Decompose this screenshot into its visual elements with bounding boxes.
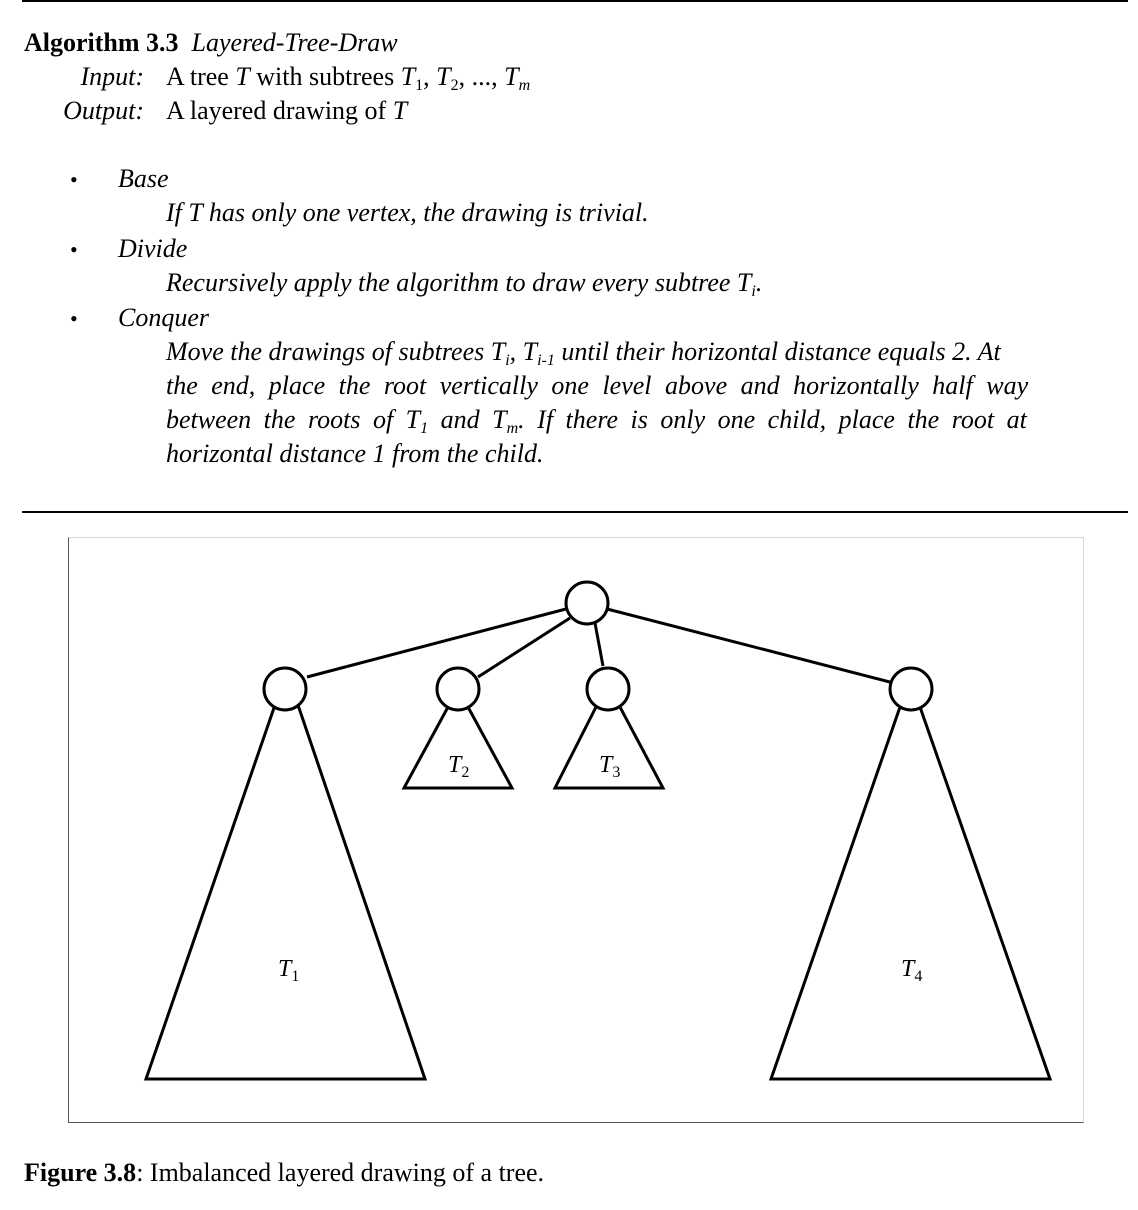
conquer-l1-sub2: i-1 bbox=[537, 352, 555, 369]
conquer-line-2: the end, place the root vertically one level above and horizontally half way bbox=[166, 371, 1029, 400]
label-t4 bbox=[901, 956, 922, 983]
node-t3-root bbox=[587, 668, 629, 710]
divide-sub: i bbox=[751, 283, 756, 300]
conquer-l3-sub2: m bbox=[506, 420, 519, 437]
bullet-divide: • bbox=[70, 237, 78, 262]
input-t1-sub: 1 bbox=[415, 77, 424, 94]
input-tm: T bbox=[504, 62, 519, 91]
step-heading-conquer: Conquer bbox=[118, 303, 209, 332]
label-t3 bbox=[599, 752, 620, 779]
input-t2: T bbox=[436, 62, 451, 91]
conquer-l3-b: and T bbox=[428, 405, 507, 434]
output-tree-symbol: T bbox=[392, 96, 408, 125]
edge-root-t4 bbox=[607, 609, 890, 682]
input-comma: , bbox=[423, 62, 437, 91]
input-t1: T bbox=[400, 62, 416, 91]
node-t4-root bbox=[890, 668, 932, 710]
label-t3-name: T bbox=[599, 752, 613, 778]
conquer-l1-sub1: i bbox=[505, 352, 510, 369]
caption-label: Figure 3.8 bbox=[24, 1158, 137, 1187]
label-t3-sub: 3 bbox=[612, 764, 621, 781]
edge-root-t3 bbox=[595, 623, 603, 666]
conquer-l3-sub1: 1 bbox=[420, 420, 429, 437]
node-t2-root bbox=[437, 668, 479, 710]
label-t2-name: T bbox=[448, 752, 462, 778]
step-heading-base: Base bbox=[118, 164, 169, 193]
figure-caption bbox=[24, 1158, 544, 1188]
conquer-l1-b: , T bbox=[509, 337, 538, 366]
conquer-l3-c: . If there is only one child, place the root at bbox=[518, 405, 1027, 434]
subtree-t1-triangle bbox=[146, 705, 425, 1079]
root-node bbox=[566, 582, 608, 624]
input-text-b: with subtrees bbox=[249, 62, 401, 91]
step-heading-divide: Divide bbox=[118, 234, 188, 263]
conquer-l1-a: Move the drawings of subtrees T bbox=[166, 337, 506, 366]
divide-end: . bbox=[755, 268, 763, 297]
caption-text: : Imbalanced layered drawing of a tree. bbox=[136, 1158, 545, 1187]
output-text-a: A layered drawing of bbox=[166, 96, 393, 125]
input-tree-symbol: T bbox=[235, 62, 250, 91]
label-t4-name: T bbox=[901, 956, 915, 982]
bullet-base: • bbox=[70, 167, 78, 192]
edge-root-t2 bbox=[478, 618, 570, 677]
input-label: Input: bbox=[80, 62, 144, 91]
label-t1-sub: 1 bbox=[291, 968, 300, 985]
node-t1-root bbox=[264, 668, 306, 710]
label-t4-sub: 4 bbox=[914, 968, 923, 985]
label-t1-name: T bbox=[278, 956, 292, 982]
conquer-line-4: horizontal distance 1 from the child. bbox=[166, 439, 544, 468]
subtree-t4-triangle bbox=[771, 707, 1050, 1079]
divide-text: Recursively apply the algorithm to draw every subtree T bbox=[166, 268, 752, 297]
algorithm-label: Algorithm 3.3 bbox=[24, 28, 179, 57]
algorithm-name: Layered-Tree-Draw bbox=[191, 28, 398, 57]
label-t1 bbox=[278, 956, 299, 983]
label-t2 bbox=[448, 752, 469, 779]
step-text-base: If T has only one vertex, the drawing is trivial. bbox=[166, 198, 649, 227]
input-tm-sub: m bbox=[518, 77, 531, 94]
label-t2-sub: 2 bbox=[461, 764, 470, 781]
input-t2-sub: 2 bbox=[450, 77, 459, 94]
input-ellipsis: , ..., bbox=[458, 62, 505, 91]
bullet-conquer: • bbox=[70, 306, 78, 331]
conquer-l3-a: between the roots of T bbox=[166, 405, 421, 434]
conquer-l1-c: until their horizontal distance equals 2. At bbox=[554, 337, 1001, 366]
edge-root-t1 bbox=[307, 609, 566, 677]
input-text-a: A tree bbox=[166, 62, 236, 91]
output-label: Output: bbox=[63, 96, 144, 125]
